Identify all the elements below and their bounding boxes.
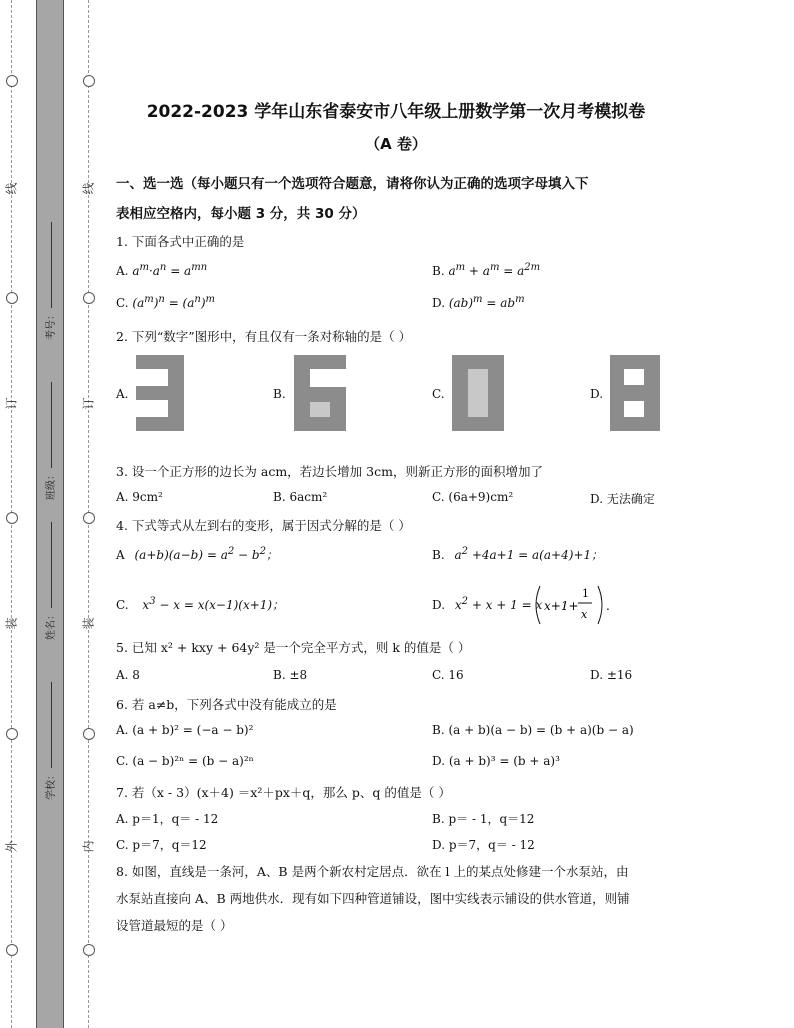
q2-stem: 2. 下列“数字”图形中，有且仅有一条对称轴的是（ ） xyxy=(116,329,412,344)
binding-hole xyxy=(83,75,95,87)
q5-option-d[interactable]: D. ±16 xyxy=(590,668,633,682)
exam-title: 2022-2023 学年山东省泰安市八年级上册数学第一次月考模拟卷 xyxy=(146,102,646,122)
q4-b-label: B. xyxy=(432,548,445,562)
q4-c-formula: $x^3 - x = x(x-1)(x+1)$； xyxy=(142,596,285,612)
q1-b-formula: $a^m + a^m = a^{2m}$ xyxy=(448,262,541,278)
svg-text:x+1+: x+1+ xyxy=(544,599,579,613)
q8-stem-line2: 水泵站直接向 A、B 两地供水．现有如下四种管道铺设，图中实线表示铺设的供水管道，则铺 xyxy=(116,891,630,906)
q4-d-label: D. xyxy=(432,598,446,612)
q1-option-b[interactable] xyxy=(432,262,540,278)
section-heading-line1: 一、选一选（每小题只有一个选项符合题意，请将你认为正确的选项字母填入下 xyxy=(116,176,589,192)
outer-char-wai: 外 xyxy=(4,840,19,853)
school-label: 学校： xyxy=(46,770,57,800)
q1-c-label: C. xyxy=(116,296,129,310)
q2-label-d: D. xyxy=(590,387,604,401)
exam-number-label: 考号： xyxy=(46,310,57,340)
svg-text:x: x xyxy=(581,608,588,621)
q2-label-b: B. xyxy=(273,387,286,401)
q5-option-c[interactable]: C. 16 xyxy=(432,668,464,682)
q4-a-formula: $(a+b)(a-b) = a^2 - b^2$； xyxy=(134,546,278,562)
q2-figure-digit-3[interactable] xyxy=(136,355,184,431)
q6-stem: 6. 若 a≠b，下列各式中没有能成立的是 xyxy=(116,697,337,712)
q7-option-b[interactable]: B. p＝ - 1，q＝12 xyxy=(432,812,535,826)
q1-option-a[interactable] xyxy=(116,262,207,278)
q1-option-d[interactable] xyxy=(432,294,525,310)
q2-label-c: C. xyxy=(432,387,445,401)
q8-stem-line3: 设管道最短的是（ ） xyxy=(116,918,233,933)
q1-a-label: A. xyxy=(116,264,129,278)
q3-option-c[interactable]: C. (6a+9)cm² xyxy=(432,490,514,504)
q7-option-d[interactable]: D. p＝7，q＝ - 12 xyxy=(432,838,535,852)
binding-hole xyxy=(6,512,18,524)
q1-stem: 1. 下面各式中正确的是 xyxy=(116,234,245,249)
q1-d-formula: $(ab)^m = ab^m$ xyxy=(448,294,525,310)
q4-d-fraction xyxy=(532,584,616,626)
outer-char-zhuang: 装 xyxy=(4,617,19,630)
inner-char-nei: 内 xyxy=(81,840,96,853)
q3-option-d[interactable]: D. 无法确定 xyxy=(590,492,655,506)
binding-hole xyxy=(83,292,95,304)
q3-option-b[interactable]: B. 6acm² xyxy=(273,490,328,504)
name-field[interactable] xyxy=(42,522,57,640)
class-field[interactable] xyxy=(42,382,57,500)
q2-figure-digit-8[interactable] xyxy=(610,355,660,431)
binding-hole xyxy=(6,75,18,87)
school-field[interactable] xyxy=(42,682,57,800)
outer-char-ding: 订 xyxy=(4,397,19,410)
q6-option-b[interactable]: B. (a + b)(a − b) = (b + a)(b − a) xyxy=(432,723,634,737)
q4-b-formula: $a^2 +4a+1 = a(a+4)+1$； xyxy=(454,546,604,562)
q6-option-c[interactable]: C. (a − b)²ⁿ = (b − a)²ⁿ xyxy=(116,754,254,768)
q4-option-c[interactable] xyxy=(116,596,284,613)
q6-option-a[interactable]: A. (a + b)² = (−a − b)² xyxy=(116,723,254,737)
q5-stem: 5. 已知 x² + kxy + 64y² 是一个完全平方式，则 k 的值是（ ） xyxy=(116,640,471,655)
outer-char-xian: 线 xyxy=(4,182,19,195)
q2-label-a: A. xyxy=(116,387,129,401)
inner-char-zhuang: 装 xyxy=(81,617,96,630)
q4-option-b[interactable] xyxy=(432,546,603,563)
binding-hole xyxy=(83,512,95,524)
section-heading-line2: 表相应空格内，每小题 3 分，共 30 分） xyxy=(116,206,366,222)
binding-hole xyxy=(83,944,95,956)
q5-option-a[interactable]: A. 8 xyxy=(116,668,140,682)
q7-option-c[interactable]: C. p＝7，q＝12 xyxy=(116,838,207,852)
q4-c-label: C. xyxy=(116,598,129,612)
binding-hole xyxy=(6,944,18,956)
q4-d-formula-left: $x^2 + x + 1 = x$ xyxy=(454,596,543,612)
inner-char-ding: 订 xyxy=(81,397,96,410)
q1-d-label: D. xyxy=(432,296,446,310)
svg-text:1: 1 xyxy=(582,587,589,600)
binding-hole xyxy=(6,728,18,740)
q2-figure-digit-6[interactable] xyxy=(294,355,346,431)
q4-stem: 4. 下式等式从左到右的变形，属于因式分解的是（ ） xyxy=(116,518,411,533)
q2-figure-digit-0[interactable] xyxy=(452,355,504,431)
class-label: 班级： xyxy=(46,470,57,500)
q1-c-formula: $(a^m)^n = (a^n)^m$ xyxy=(132,294,216,310)
q8-stem-line1: 8. 如图，直线是一条河，A、B 是两个新农村定居点．欲在 l 上的某点处修建一个水泵站，由 xyxy=(116,864,629,879)
binding-hole xyxy=(83,728,95,740)
binding-margin xyxy=(0,0,110,1028)
svg-text:.: . xyxy=(606,599,610,613)
q6-option-d[interactable]: D. (a + b)³ = (b + a)³ xyxy=(432,754,560,768)
exam-number-field[interactable] xyxy=(42,222,57,340)
q1-option-c[interactable] xyxy=(116,294,215,310)
q7-option-a[interactable]: A. p＝1，q＝ - 12 xyxy=(116,812,219,826)
q4-option-d[interactable] xyxy=(432,584,610,624)
q4-a-label: A xyxy=(116,548,125,562)
name-label: 姓名： xyxy=(46,610,57,640)
q3-stem: 3. 设一个正方形的边长为 acm，若边长增加 3cm，则新正方形的面积增加了 xyxy=(116,464,543,479)
q1-a-formula: $a^m\cdot a^n = a^{mn}$ xyxy=(132,262,208,278)
q3-option-a[interactable]: A. 9cm² xyxy=(116,490,163,504)
q1-b-label: B. xyxy=(432,264,445,278)
inner-char-xian: 线 xyxy=(81,182,96,195)
q5-option-b[interactable]: B. ±8 xyxy=(273,668,308,682)
q4-option-a[interactable] xyxy=(116,546,278,563)
exam-subtitle: （A 卷） xyxy=(365,135,427,153)
binding-hole xyxy=(6,292,18,304)
q7-stem: 7. 若（x - 3）(x＋4) ＝x²＋px＋q，那么 p、q 的值是（ ） xyxy=(116,785,451,800)
binding-strip xyxy=(36,0,64,1028)
